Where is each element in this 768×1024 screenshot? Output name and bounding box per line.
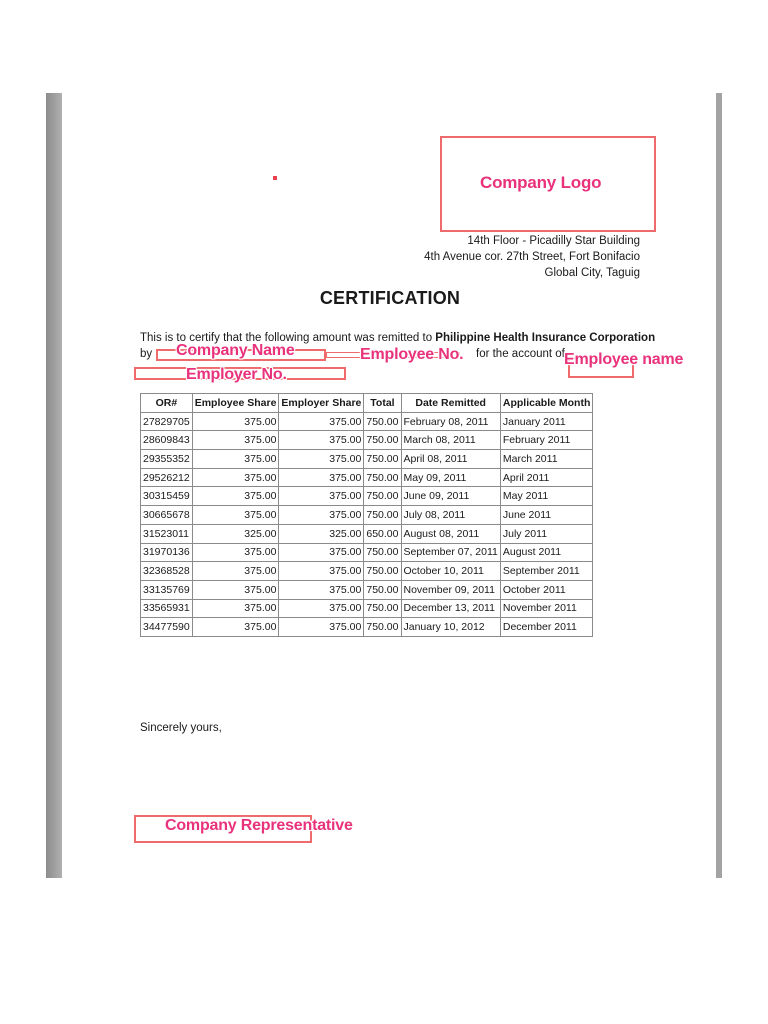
cell-employee-share: 325.00 — [192, 524, 279, 543]
cell-date-remitted: February 08, 2011 — [401, 412, 500, 431]
table-row — [141, 431, 593, 450]
cell-employer-share: 375.00 — [279, 506, 364, 525]
cell-date-remitted: June 09, 2011 — [401, 487, 500, 506]
cell-total: 750.00 — [364, 562, 401, 581]
cell-employer-share: 375.00 — [279, 562, 364, 581]
cell-employee-share: 375.00 — [192, 487, 279, 506]
cell-employee-share: 375.00 — [192, 468, 279, 487]
remittance-table — [140, 393, 593, 637]
cell-total: 750.00 — [364, 468, 401, 487]
table-row — [141, 599, 593, 618]
cell-date-remitted: May 09, 2011 — [401, 468, 500, 487]
cell-applicable-month: July 2011 — [500, 524, 593, 543]
by-label: by — [140, 348, 153, 360]
cell-total: 750.00 — [364, 487, 401, 506]
cell-employer-share: 375.00 — [279, 450, 364, 469]
cell-or: 27829705 — [141, 412, 193, 431]
cell-total: 750.00 — [364, 431, 401, 450]
cell-employee-share: 375.00 — [192, 562, 279, 581]
employer-no-label: Employer No. — [186, 366, 287, 383]
cell-employer-share: 375.00 — [279, 580, 364, 599]
cell-or: 33565931 — [141, 599, 193, 618]
closing-text: Sincerely yours, — [140, 722, 222, 734]
page-title: CERTIFICATION — [319, 288, 461, 308]
company-name-label: Company Name — [176, 342, 295, 359]
cell-employee-share: 375.00 — [192, 599, 279, 618]
cell-employee-share: 375.00 — [192, 543, 279, 562]
red-mark — [273, 176, 277, 180]
cell-applicable-month: August 2011 — [500, 543, 593, 562]
cell-applicable-month: June 2011 — [500, 506, 593, 525]
cell-or: 32368528 — [141, 562, 193, 581]
cell-or: 33135769 — [141, 580, 193, 599]
cell-employer-share: 375.00 — [279, 487, 364, 506]
cell-total: 750.00 — [364, 450, 401, 469]
cell-or: 30315459 — [141, 487, 193, 506]
cell-applicable-month: May 2011 — [500, 487, 593, 506]
cell-employee-share: 375.00 — [192, 412, 279, 431]
cell-or: 31970136 — [141, 543, 193, 562]
cell-applicable-month: January 2011 — [500, 412, 593, 431]
cell-employee-share: 375.00 — [192, 450, 279, 469]
company-logo-label: Company Logo — [480, 173, 602, 192]
header-applicable-month: Applicable Month — [500, 394, 593, 413]
address-line-1: 14th Floor - Picadilly Star Building — [467, 235, 640, 247]
cell-or: 34477590 — [141, 618, 193, 637]
table-row — [141, 487, 593, 506]
cell-or: 30665678 — [141, 506, 193, 525]
company-representative-label: Company Representative — [165, 817, 353, 834]
cell-employer-share: 375.00 — [279, 618, 364, 637]
table-row — [141, 580, 593, 599]
cell-employer-share: 375.00 — [279, 431, 364, 450]
cell-employer-share: 375.00 — [279, 412, 364, 431]
cell-total: 750.00 — [364, 543, 401, 562]
cell-applicable-month: April 2011 — [500, 468, 593, 487]
cell-total: 650.00 — [364, 524, 401, 543]
table-row — [141, 524, 593, 543]
cell-or: 28609843 — [141, 431, 193, 450]
table-row — [141, 543, 593, 562]
cell-or: 31523011 — [141, 524, 193, 543]
cell-date-remitted: July 08, 2011 — [401, 506, 500, 525]
address-line-2: 4th Avenue cor. 27th Street, Fort Bonifacio — [424, 251, 640, 263]
cell-total: 750.00 — [364, 599, 401, 618]
cell-date-remitted: April 08, 2011 — [401, 450, 500, 469]
header-or: OR# — [141, 394, 193, 413]
cell-applicable-month: November 2011 — [500, 599, 593, 618]
cell-employer-share: 325.00 — [279, 524, 364, 543]
viewer-right-border — [716, 93, 722, 878]
cell-or: 29526212 — [141, 468, 193, 487]
certify-intro: This is to certify that the following amount was remitted to — [140, 332, 436, 344]
table-row — [141, 468, 593, 487]
cell-date-remitted: March 08, 2011 — [401, 431, 500, 450]
table-row — [141, 450, 593, 469]
org-name: Philippine Health Insurance Corporation — [435, 332, 656, 344]
cell-employer-share: 375.00 — [279, 543, 364, 562]
cell-date-remitted: October 10, 2011 — [401, 562, 500, 581]
employee-no-label: Employee No. — [360, 346, 464, 363]
cell-date-remitted: January 10, 2012 — [401, 618, 500, 637]
cell-total: 750.00 — [364, 506, 401, 525]
table-row — [141, 506, 593, 525]
table-row — [141, 412, 593, 431]
cell-date-remitted: September 07, 2011 — [401, 543, 500, 562]
table-header-row — [141, 394, 593, 413]
address-line-3: Global City, Taguig — [544, 267, 640, 279]
cell-employer-share: 375.00 — [279, 468, 364, 487]
cell-total: 750.00 — [364, 412, 401, 431]
table-row — [141, 618, 593, 637]
cell-total: 750.00 — [364, 580, 401, 599]
cell-date-remitted: August 08, 2011 — [401, 524, 500, 543]
account-label: for the account of — [476, 348, 565, 360]
cell-applicable-month: March 2011 — [500, 450, 593, 469]
cell-employee-share: 375.00 — [192, 618, 279, 637]
header-date-remitted: Date Remitted — [401, 394, 500, 413]
cell-applicable-month: February 2011 — [500, 431, 593, 450]
cell-employee-share: 375.00 — [192, 506, 279, 525]
cell-employee-share: 375.00 — [192, 431, 279, 450]
cell-date-remitted: December 13, 2011 — [401, 599, 500, 618]
cell-applicable-month: October 2011 — [500, 580, 593, 599]
cell-employee-share: 375.00 — [192, 580, 279, 599]
cell-applicable-month: September 2011 — [500, 562, 593, 581]
employee-name-label: Employee name — [564, 351, 684, 368]
header-employee-share: Employee Share — [192, 394, 279, 413]
cell-employer-share: 375.00 — [279, 599, 364, 618]
header-total: Total — [364, 394, 401, 413]
cell-date-remitted: November 09, 2011 — [401, 580, 500, 599]
cell-or: 29355352 — [141, 450, 193, 469]
company-address — [424, 233, 640, 281]
cell-total: 750.00 — [364, 618, 401, 637]
header-employer-share: Employer Share — [279, 394, 364, 413]
cell-applicable-month: December 2011 — [500, 618, 593, 637]
table-row — [141, 562, 593, 581]
viewer-left-border — [46, 93, 62, 878]
